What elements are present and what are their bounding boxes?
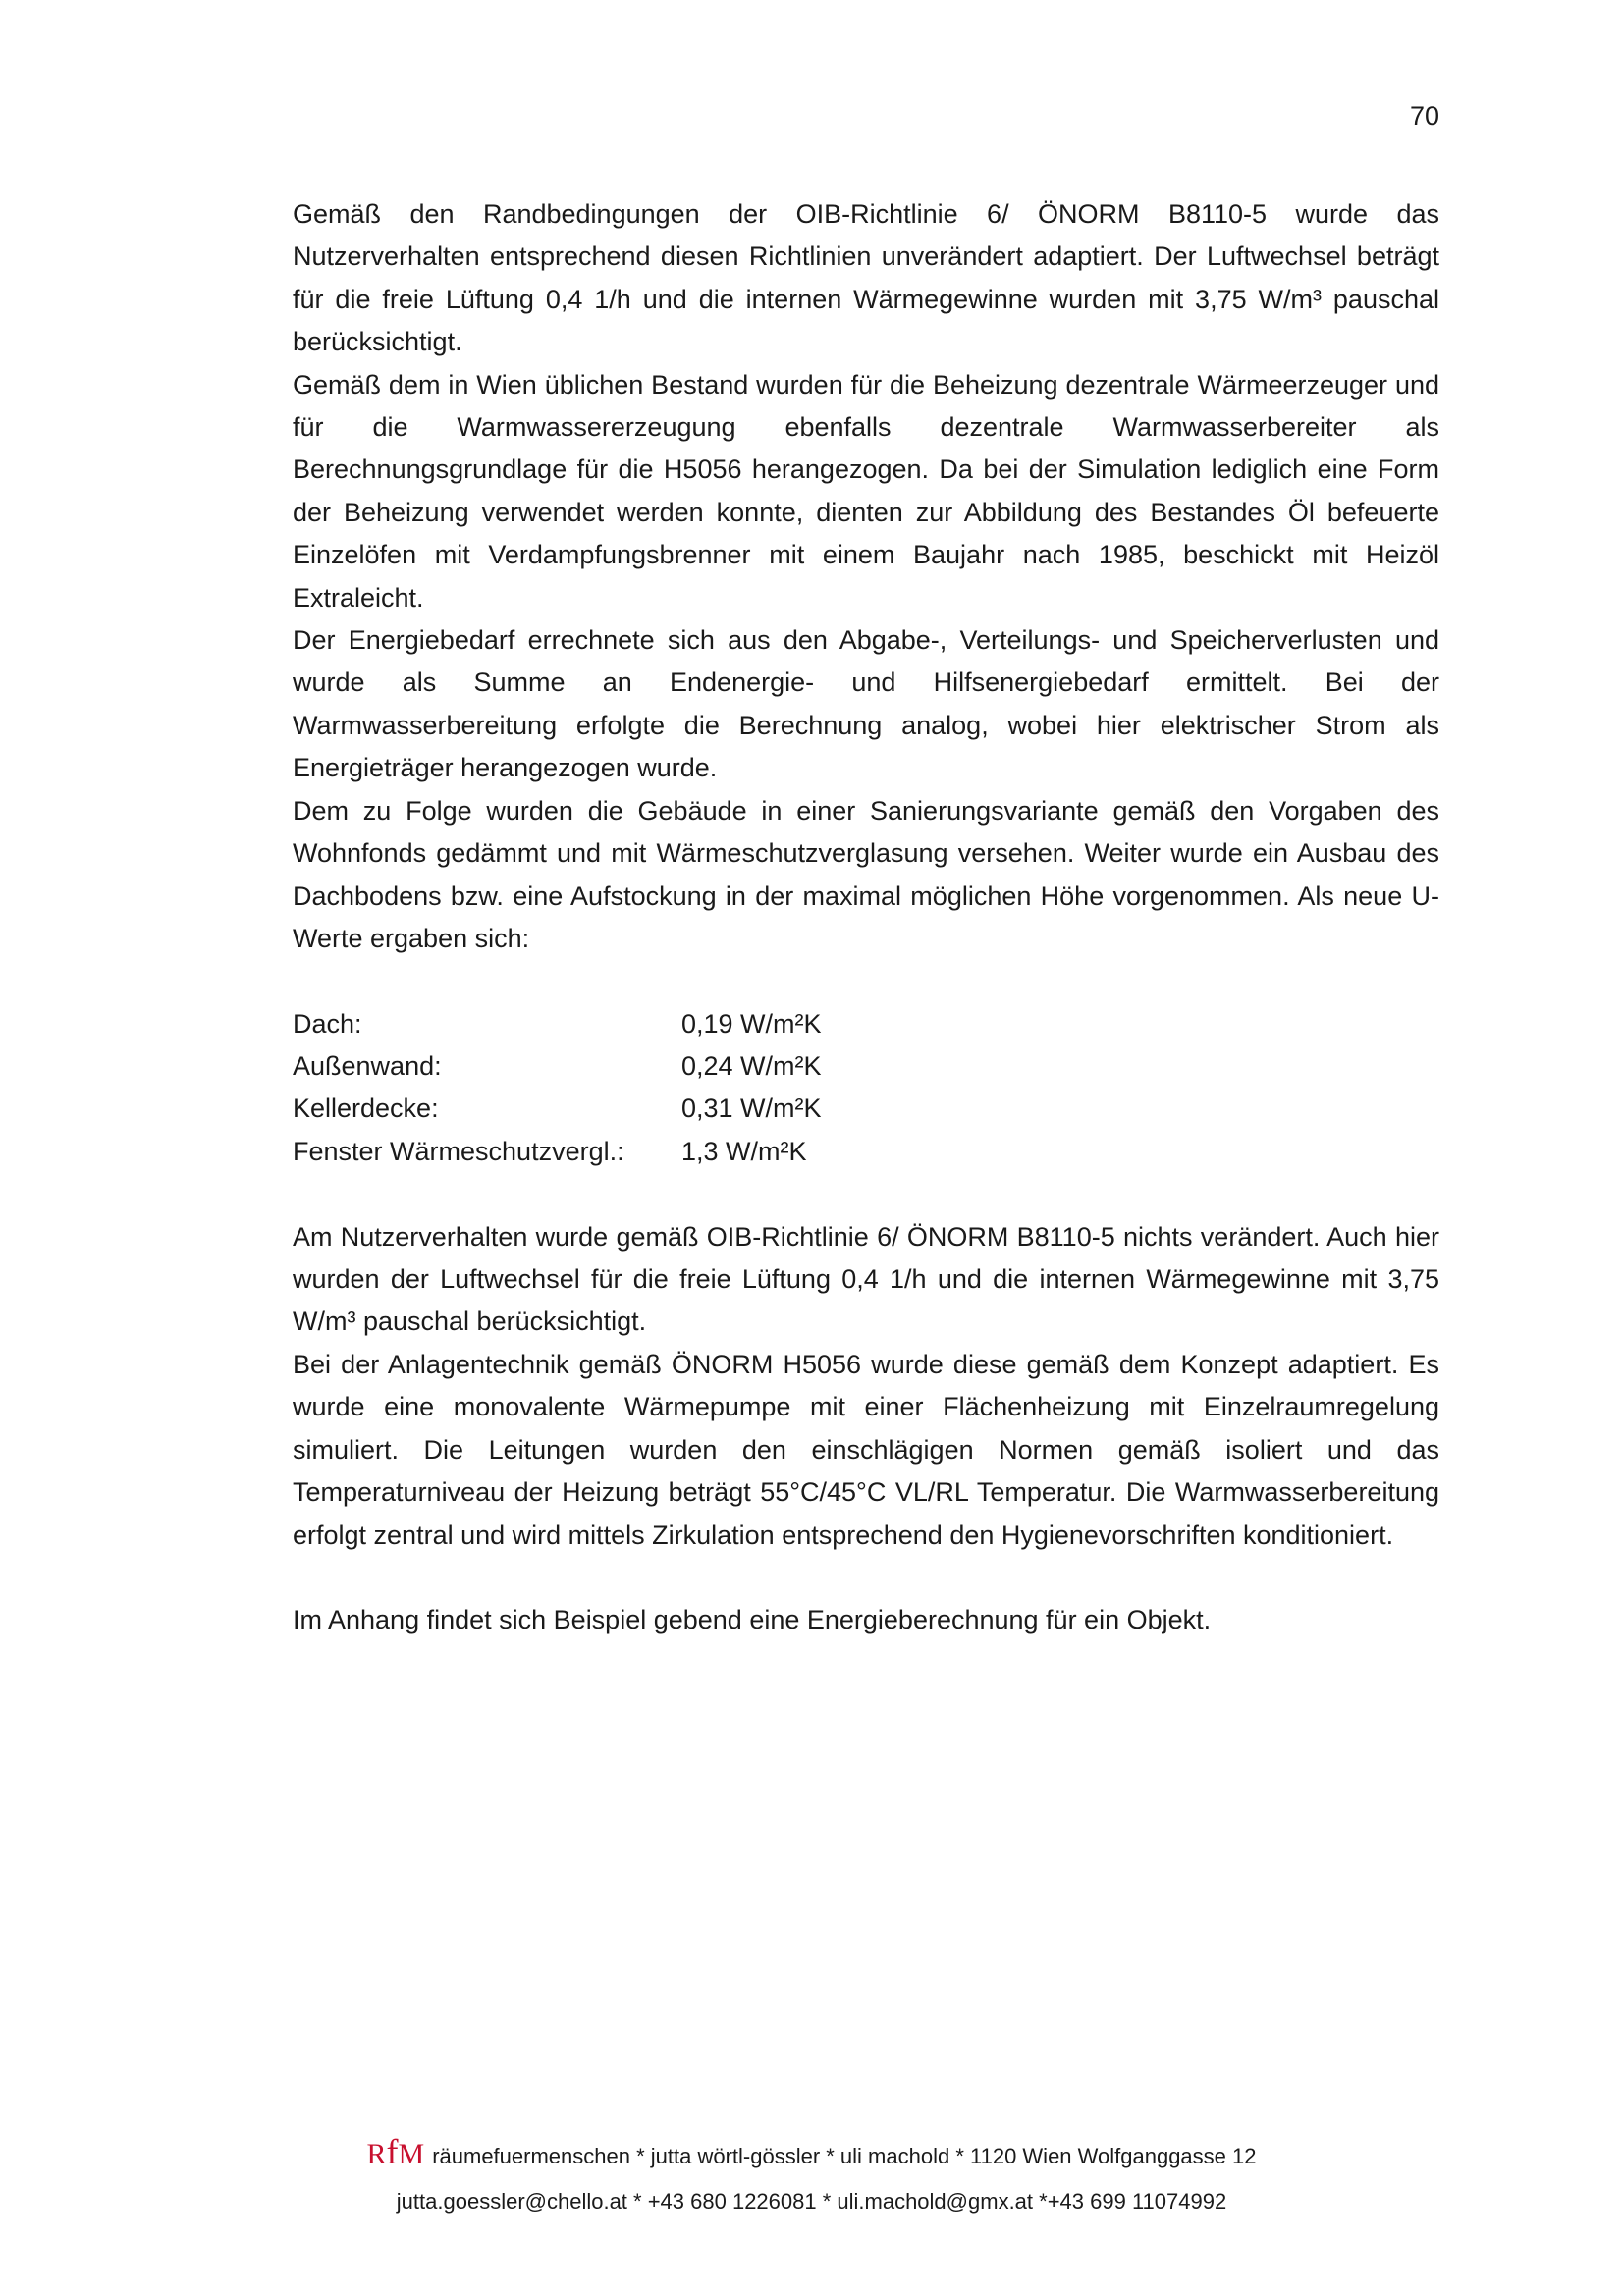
footer-contact-line: jutta.goessler@chello.at * +43 680 1226081 * uli.machold@gmx.at *+43 699 11074992 xyxy=(396,2189,1227,2214)
u-value-label: Außenwand: xyxy=(293,1051,442,1082)
u-value-label: Kellerdecke: xyxy=(293,1094,439,1124)
paragraph-energy-demand: Der Energiebedarf errechnete sich aus den Abgabe-, Verteilungs- und Speicherverlusten und wurde als Summe an Endenergie- und Hilfsenergiebedarf ermittelt. Bei der Warmwasserbereitung erfolgte die Berechnung analog, wobei hier elektrischer Strom als Energieträger herangezogen wurde. xyxy=(293,625,1439,783)
u-value-row-roof xyxy=(293,1003,1439,1045)
footer-address-line xyxy=(0,2132,1623,2176)
paragraph-modelling: Gemäß den Randbedingungen der OIB-Richtlinie 6/ ÖNORM B8110-5 wurde das Nutzerverhalten entsprechend diesen Richtlinien unverändert adaptiert. Der Luftwechsel beträgt für die freie Lüftung 0,4 1/h und die internen Wärmegewinne wurden mit 3,75 W/m³ pauschal berücksichtigt. xyxy=(293,199,1439,357)
paragraph-appendix-note: Im Anhang findet sich Beispiel gebend eine Energieberechnung für ein Objekt. xyxy=(293,1605,1212,1635)
document-body xyxy=(293,193,1439,1642)
rfm-logo xyxy=(366,2132,425,2171)
u-value-row-window xyxy=(293,1131,1439,1173)
u-value: 0,31 W/m²K xyxy=(681,1094,822,1124)
u-value-label: Fenster Wärmeschutzvergl.: xyxy=(293,1136,624,1166)
u-value-row-basement-ceiling xyxy=(293,1088,1439,1130)
u-value-row-exterior-wall xyxy=(293,1045,1439,1088)
u-values-list xyxy=(293,1003,1439,1174)
u-value-label: Dach: xyxy=(293,1008,362,1039)
paragraph-user-behaviour: Am Nutzerverhalten wurde gemäß OIB-Richtlinie 6/ ÖNORM B8110-5 nichts verändert. Auch hier wurden der Luftwechsel für die freie Lüftung 0,4 1/h und die internen Wärmegewinne mit 3,75 W/m³ pauschal berücksichtigt. xyxy=(293,1221,1439,1337)
u-value: 0,24 W/m²K xyxy=(681,1051,822,1082)
u-value: 0,19 W/m²K xyxy=(681,1008,822,1039)
logo-letter-m: M xyxy=(398,2138,425,2170)
page-number: 70 xyxy=(1409,101,1439,131)
paragraph-renovation: Dem zu Folge wurden die Gebäude in einer Sanierungsvariante gemäß den Vorgaben des Wohnfonds gedämmt und mit Wärmeschutzverglasung versehen. Weiter wurde ein Ausbau des Dachbodens bzw. eine Aufstockung in der maximal möglichen Höhe vorgenommen. Als neue U-Werte ergaben sich: xyxy=(293,795,1439,953)
footer-address-text: räumefuermenschen * jutta wörtl-gössler * uli machold * 1120 Wien Wolfganggasse 12 xyxy=(432,2144,1257,2168)
paragraph-building-services: Bei der Anlagentechnik gemäß ÖNORM H5056 wurde diese gemäß dem Konzept adaptiert. Es wurde eine monovalente Wärmepumpe mit einer Flächenheizung mit Einzelraumregelung simuliert. Die Leitungen wurden den einschlägigen Normen gemäß isoliert und das Temperaturniveau der Heizung beträgt 55°C/45°C VL/RL Temperatur. Die Warmwasserbereitung erfolgt zentral und wird mittels Zirkulation entsprechend den Hygienevorschriften konditioniert. xyxy=(293,1349,1439,1550)
logo-letter-f: f xyxy=(386,2132,399,2171)
u-value: 1,3 W/m²K xyxy=(681,1136,807,1166)
paragraph-existing-heating: Gemäß dem in Wien üblichen Bestand wurden für die Beheizung dezentrale Wärmeerzeuger und für die Warmwassererzeugung ebenfalls dezentrale Warmwasserbereiter als Berechnungsgrundlage für die H5056 herangezogen. Da bei der Simulation lediglich eine Form der Beheizung verwendet werden konnte, dienten zur Abbildung des Bestandes Öl befeuerte Einzelöfen mit Verdampfungsbrenner mit einem Baujahr nach 1985, beschickt mit Heizöl Extraleicht. xyxy=(293,369,1439,613)
logo-letter-r: R xyxy=(366,2138,387,2170)
